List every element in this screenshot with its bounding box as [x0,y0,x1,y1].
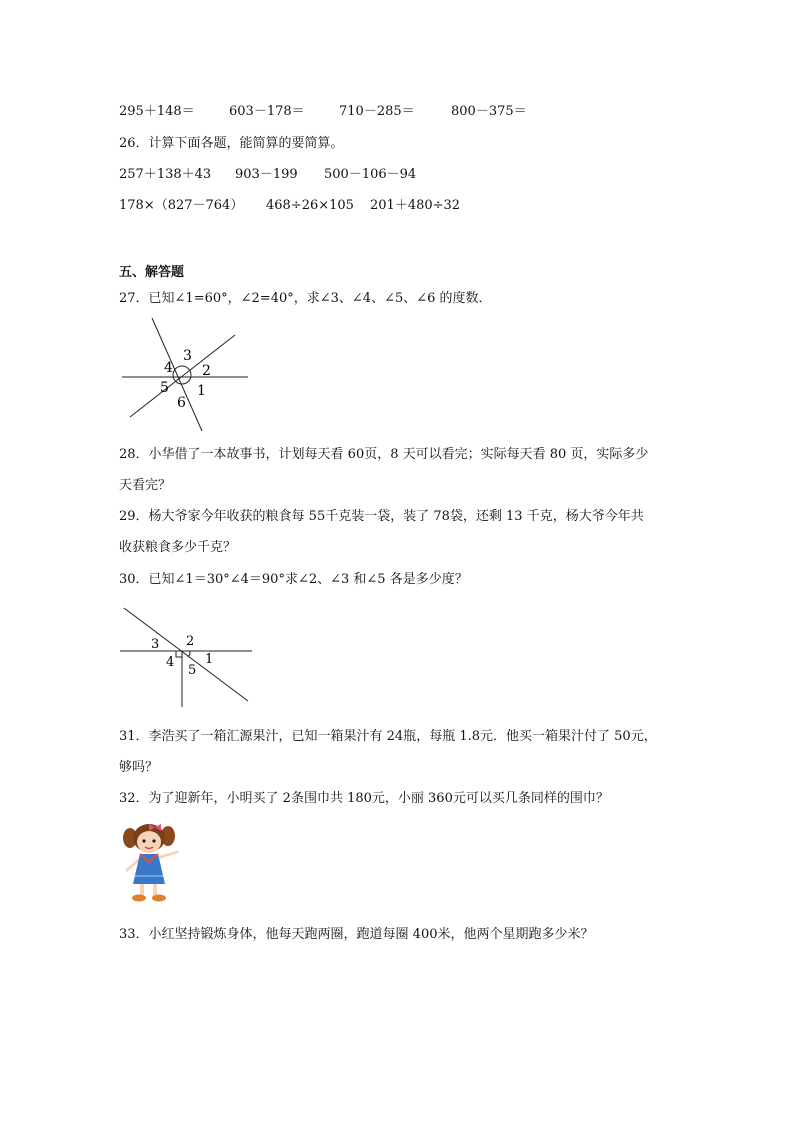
angle-label-5: 5 [188,663,197,678]
angle-label-5: 5 [160,380,169,396]
angle-arc [188,651,190,657]
calc-item: 603－178＝ [229,104,305,119]
angle-arc [173,366,191,384]
calc-item: 178×（827－764） [119,198,244,213]
girl-illustration [121,822,187,906]
diagonal-line [124,608,248,701]
angle-label-6: 6 [177,395,186,411]
q26-text: 26．计算下面各题，能简算的要简算。 [119,136,344,151]
calc-item: 201＋480÷32 [370,198,461,213]
diagonal-line-a [152,318,202,431]
angle-label-2: 2 [186,634,195,649]
angle-label-4: 4 [166,655,175,670]
q29-line-1: 29．杨大爷家今年收获的粮食每 55千克装一袋，装了 78袋，还剩 13 千克，杨大爷今年共 [119,509,644,524]
angle-label-1: 1 [205,652,214,667]
calc-item: 903－199 [235,167,298,182]
q28-line-1: 28．小华借了一本故事书，计划每天看 60页，8 天可以看完；实际每天看 80 页，实际多少 [119,447,649,462]
q31-line-1: 31．李浩买了一箱汇源果汁，已知一箱果汁有 24瓶，每瓶 1.8元．他买一箱果汁付了 50元， [119,729,657,744]
q30-text: 30．已知∠1＝30°∠4＝90°求∠2、∠3 和∠5 各是多少度？ [119,572,468,587]
angle-label-4: 4 [164,360,173,376]
q27-text: 27．已知∠1=60°，∠2=40°，求∠3、∠4、∠5、∠6 的度数． [119,291,492,306]
q33-text: 33．小红坚持锻炼身体，他每天跑两圈，跑道每圈 400米，他两个星期跑多少米？ [119,927,594,942]
calc-row-3 [119,197,460,215]
angle-label-1: 1 [197,383,206,399]
q27-angle-figure [120,315,250,435]
q28-line-2: 天看完？ [119,478,172,493]
calc-item: 257＋138＋43 [119,167,212,182]
calc-item: 468÷26×105 [266,198,354,213]
angle-label-3: 3 [183,348,192,364]
calc-row-1 [119,103,527,121]
section-heading: 五、解答题 [119,265,185,280]
q29-line-2: 收获粮食多少千克？ [119,540,237,555]
q31-line-2: 够吗？ [119,760,159,775]
calc-item: 800－375＝ [451,104,527,119]
angle-label-3: 3 [151,637,160,652]
calc-item: 500－106－94 [324,167,417,182]
right-angle-mark [176,651,182,657]
calc-item: 295＋148＝ [119,104,195,119]
calc-item: 710－285＝ [339,104,415,119]
q32-text: 32．为了迎新年，小明买了 2条围巾共 180元，小丽 360元可以买几条同样的围巾？ [119,791,609,806]
calc-row-2 [119,166,416,184]
q30-angle-figure [118,604,258,709]
angle-label-2: 2 [202,363,211,379]
